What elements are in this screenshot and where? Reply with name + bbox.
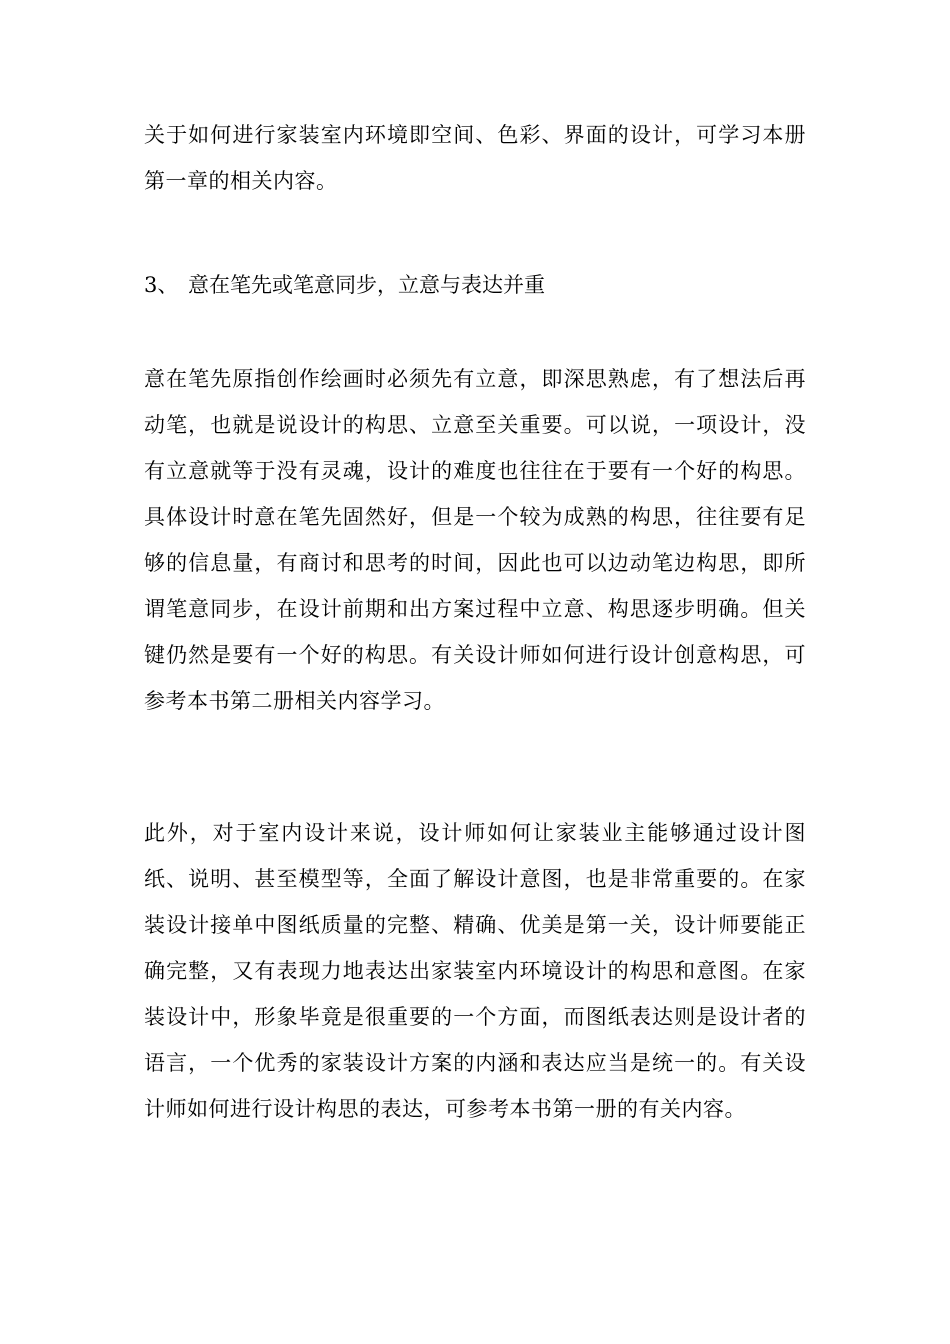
section-title: 意在笔先或笔意同步，立意与表达并重 [188,273,545,297]
paragraph-concept: 意在笔先原指创作绘画时必须先有立意，即深思熟虑，有了想法后再动笔，也就是说设计的构思、立意至关重要。可以说，一项设计，没有立意就等于没有灵魂，设计的难度也往往在于要有一个好的构思。具体设计时意在笔先固然好，但是一个较为成熟的构思，往往要有足够的信息量，有商讨和思考的时间，因此也可以边动笔边构思，即所谓笔意同步，在设计前期和出方案过程中立意、构思逐步明确。但关键仍然是要有一个好的构思。有关设计师如何进行设计创意构思，可参考本书第二册相关内容学习。 [144,367,806,713]
paragraph-intro: 关于如何进行家装室内环境即空间、色彩、界面的设计，可学习本册第一章的相关内容。 [144,123,806,193]
paragraph-expression: 此外，对于室内设计来说，设计师如何让家装业主能够通过设计图纸、说明、甚至模型等，全面了解设计意图，也是非常重要的。在家装设计接单中图纸质量的完整、精确、优美是第一关，设计师要能正确完整，又有表现力地表达出家装室内环境设计的构思和意图。在家装设计中，形象毕竟是很重要的一个方面，而图纸表达则是设计者的语言，一个优秀的家装设计方案的内涵和表达应当是统一的。有关设计师如何进行设计构思的表达，可参考本书第一册的有关内容。 [144,821,806,1121]
section-number: 3、 [144,273,179,297]
section-heading [144,262,545,308]
